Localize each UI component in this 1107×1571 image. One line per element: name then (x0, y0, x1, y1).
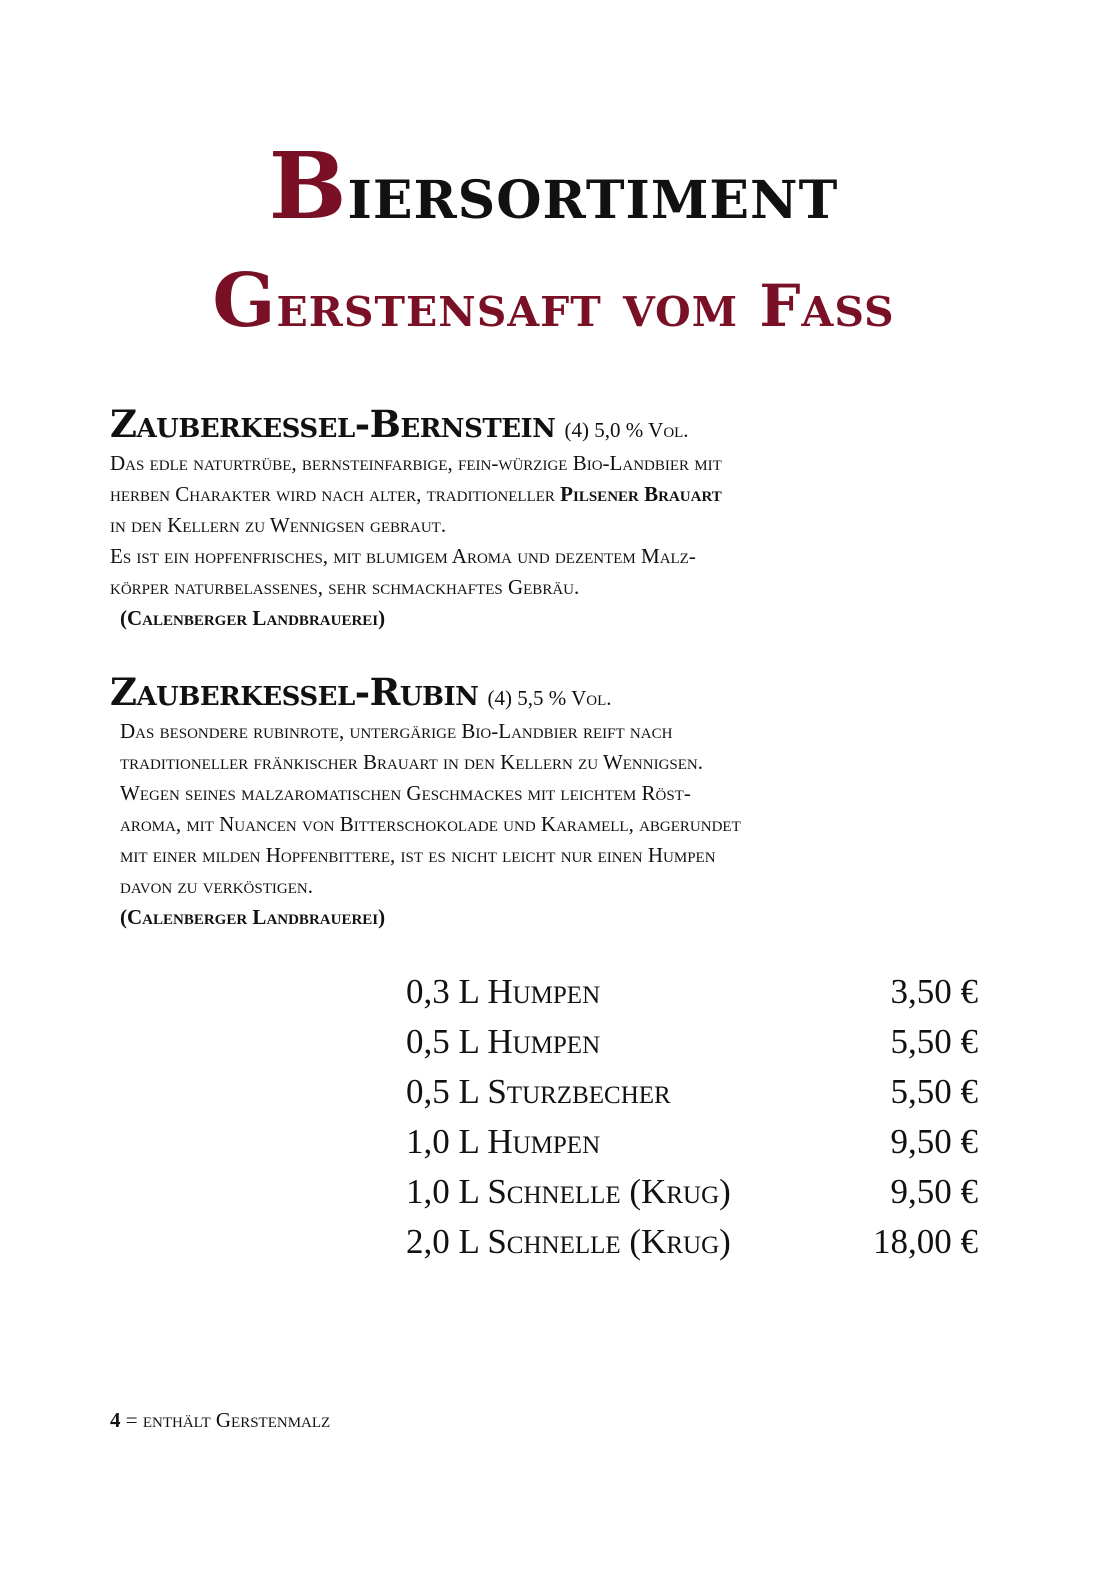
page-title-rest: iersortiment (347, 150, 839, 236)
description-line: Wegen seines malzaromatischen Geschmackes mit leichtem Röst- (120, 781, 691, 805)
serving-size: 1,0 L Humpen (406, 1122, 601, 1161)
footnote-text: = enthält Gerstenmalz (120, 1408, 331, 1432)
serving-price: 9,50 € (890, 1122, 978, 1161)
description-line: körper naturbelassenes, sehr schmackhaftes Gebräu. (110, 575, 580, 599)
beer-alcohol-info: (4) 5,5 % Vol. (487, 686, 612, 710)
serving-price: 5,50 € (890, 1022, 978, 1061)
price-row (406, 1022, 978, 1072)
footnote-number: 4 (110, 1408, 121, 1432)
section-title-rest: erstensaft vom Fass (276, 272, 895, 340)
beer-entry-bernstein (110, 402, 940, 634)
price-row (406, 1172, 978, 1222)
serving-size: 0,3 L Humpen (406, 972, 601, 1011)
beer-description (120, 716, 940, 902)
serving-price: 18,00 € (873, 1222, 978, 1261)
serving-size: 0,5 L Humpen (406, 1022, 601, 1061)
page-title (0, 132, 1107, 240)
beer-name: Zauberkessel-Rubin (110, 670, 479, 714)
description-line: mit einer milden Hopfenbittere, ist es nicht leicht nur einen Humpen (120, 843, 716, 867)
brewery-name: (Calenberger Landbrauerei) (120, 606, 386, 630)
description-text: herben Charakter wird nach alter, traditioneller (110, 482, 561, 506)
price-row (406, 972, 978, 1022)
description-line: Das besondere rubinrote, untergärige Bio-Landbier reift nach (120, 719, 673, 743)
price-row (406, 1072, 978, 1122)
price-row (406, 1222, 978, 1272)
serving-size: 2,0 L Schnelle (Krug) (406, 1222, 731, 1261)
serving-price: 9,50 € (890, 1172, 978, 1211)
description-line: davon zu verköstigen. (120, 874, 313, 898)
section-title (0, 258, 1107, 344)
serving-size: 0,5 L Sturzbecher (406, 1072, 671, 1111)
serving-size: 1,0 L Schnelle (Krug) (406, 1172, 731, 1211)
beer-heading (110, 402, 940, 446)
price-list (406, 972, 978, 1272)
section-title-initial: G (212, 258, 277, 344)
brew-style-highlight: Pilsener Brauart (560, 482, 722, 506)
beer-heading (110, 670, 940, 714)
serving-price: 5,50 € (890, 1072, 978, 1111)
price-row (406, 1122, 978, 1172)
brewery-name: (Calenberger Landbrauerei) (120, 905, 386, 929)
description-line: aroma, mit Nuancen von Bitterschokolade und Karamell, abgerundet (120, 812, 741, 836)
description-line: traditioneller fränkischer Brauart in den Kellern zu Wennigsen. (120, 750, 704, 774)
beer-description (110, 448, 940, 603)
beer-entry-rubin (110, 670, 940, 933)
beer-name: Zauberkessel-Bernstein (110, 402, 556, 446)
description-line (110, 479, 940, 510)
page-title-initial: B (268, 132, 348, 240)
description-line: Das edle naturtrübe, bernsteinfarbige, fein-würzige Bio-Landbier mit (110, 451, 722, 475)
serving-price: 3,50 € (890, 972, 978, 1011)
description-line: Es ist ein hopfenfrisches, mit blumigem Aroma und dezentem Malz- (110, 544, 696, 568)
allergen-footnote (110, 1408, 330, 1433)
description-line: in den Kellern zu Wennigsen gebraut. (110, 513, 447, 537)
beer-alcohol-info: (4) 5,0 % Vol. (564, 418, 689, 442)
